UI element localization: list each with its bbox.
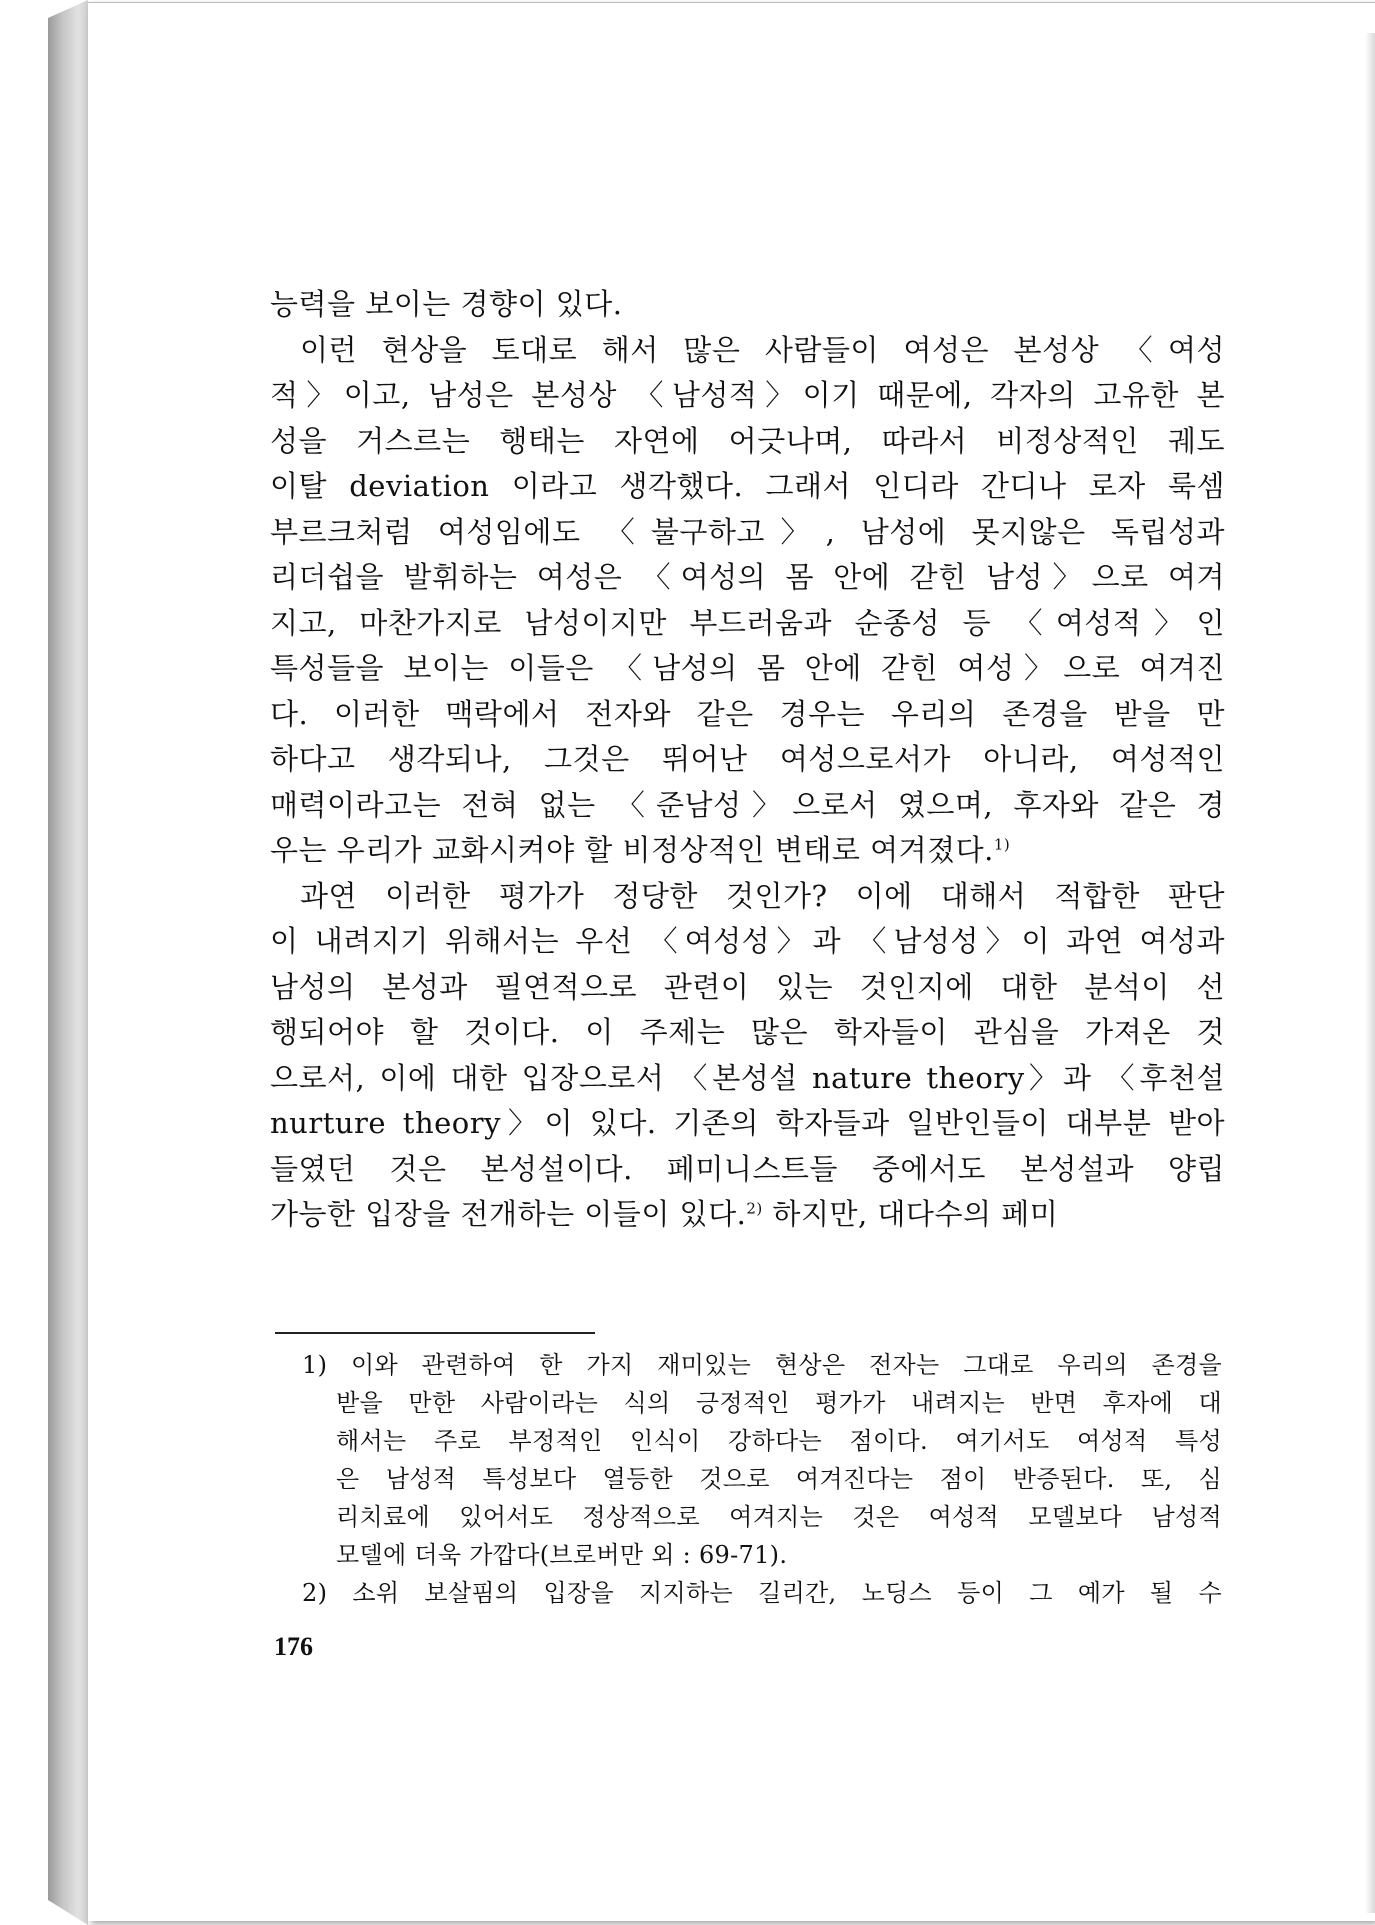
footnote-line: 모델에 더욱 가깝다(브로버만 외 : 69-71). <box>336 1541 788 1569</box>
body-line: 과연 이러한 평가가 정당한 것인가? 이에 대해서 적합한 판단 <box>300 878 1225 913</box>
body-line: 행되어야 할 것이다. 이 주제는 많은 학자들이 관심을 가져온 것 <box>270 1015 1225 1049</box>
body-line-text: 우는 우리가 교화시켜야 할 비정상적인 변태로 여겨졌다. <box>270 833 994 867</box>
body-text <box>270 282 1225 1238</box>
body-line-text: 하지만, 대다수의 페미 <box>762 1197 1059 1231</box>
body-line: nurture theory〉이 있다. 기존의 학자들과 일반인들이 대부분 받아 <box>270 1106 1225 1140</box>
body-line: 매력이라고는 전혀 없는 〈준남성〉으로서 였으며, 후자와 같은 경 <box>270 787 1225 822</box>
footnote-ref: 2) <box>746 1199 763 1218</box>
body-line: 으로서, 이에 대한 입장으로서 〈본성설 nature theory〉과 〈후천설 <box>270 1060 1225 1095</box>
body-line: 이런 현상을 토대로 해서 많은 사람들이 여성은 본성상 〈여성 <box>300 332 1225 367</box>
footnote-line: 받을 만한 사람이라는 식의 긍정적인 평가가 내려지는 반면 후자에 대 <box>336 1389 1222 1417</box>
body-line: 이탈 deviation 이라고 생각했다. 그래서 인디라 간디나 로자 룩셈 <box>270 469 1225 503</box>
body-line: 특성들을 보이는 이들은 〈남성의 몸 안에 갇힌 여성〉으로 여겨진 <box>270 651 1225 685</box>
body-line: 적〉이고, 남성은 본성상 〈남성적〉이기 때문에, 각자의 고유한 본 <box>270 378 1225 412</box>
footnote-line: 은 남성적 특성보다 열등한 것으로 여겨진다는 점이 반증된다. 또, 심 <box>336 1465 1222 1493</box>
body-line: 하다고 생각되나, 그것은 뛰어난 여성으로서가 아니라, 여성적인 <box>270 742 1225 776</box>
body-line: 리더쉽을 발휘하는 여성은 〈여성의 몸 안에 갇힌 남성〉으로 여겨 <box>270 560 1225 594</box>
body-line: 지고, 마찬가지로 남성이지만 부드러움과 순종성 등 〈여성적〉인 <box>270 605 1225 640</box>
body-line: 다. 이러한 맥락에서 전자와 같은 경우는 우리의 존경을 받을 만 <box>270 696 1225 731</box>
body-line: 능력을 보이는 경향이 있다. <box>270 287 623 321</box>
footnote-line: 리치료에 있어서도 정상적으로 여겨지는 것은 여성적 모델보다 남성적 <box>336 1503 1222 1531</box>
book-spine <box>48 0 88 1925</box>
footnote-divider <box>275 1332 595 1334</box>
page-number: 176 <box>274 1632 313 1661</box>
footnote-line: 1) 이와 관련하여 한 가지 재미있는 현상은 전자는 그대로 우리의 존경을 <box>302 1351 1222 1379</box>
footnote-line: 2) 소위 보살핌의 입장을 지지하는 길리간, 노딩스 등이 그 예가 될 수 <box>302 1579 1222 1607</box>
body-line <box>270 1192 1225 1238</box>
body-line: 이 내려지기 위해서는 우선 〈여성성〉과 〈남성성〉이 과연 여성과 <box>270 924 1225 958</box>
footnote-line: 해서는 주로 부정적인 인식이 강하다는 점이다. 여기서도 여성적 특성 <box>336 1427 1222 1455</box>
body-line: 부르크처럼 여성임에도 〈불구하고〉, 남성에 못지않은 독립성과 <box>270 514 1225 549</box>
body-line <box>270 828 1225 874</box>
page-edge <box>1365 33 1375 1913</box>
body-line: 들였던 것은 본성설이다. 페미니스트들 중에서도 본성설과 양립 <box>270 1151 1225 1186</box>
body-line-text: 가능한 입장을 전개하는 이들이 있다. <box>270 1197 747 1231</box>
footnotes <box>302 1346 1222 1612</box>
body-line: 남성의 본성과 필연적으로 관련이 있는 것인지에 대한 분석이 선 <box>270 969 1225 1004</box>
body-line: 성을 거스르는 행태는 자연에 어긋나며, 따라서 비정상적인 궤도 <box>270 423 1225 458</box>
footnote-ref: 1) <box>993 835 1011 854</box>
